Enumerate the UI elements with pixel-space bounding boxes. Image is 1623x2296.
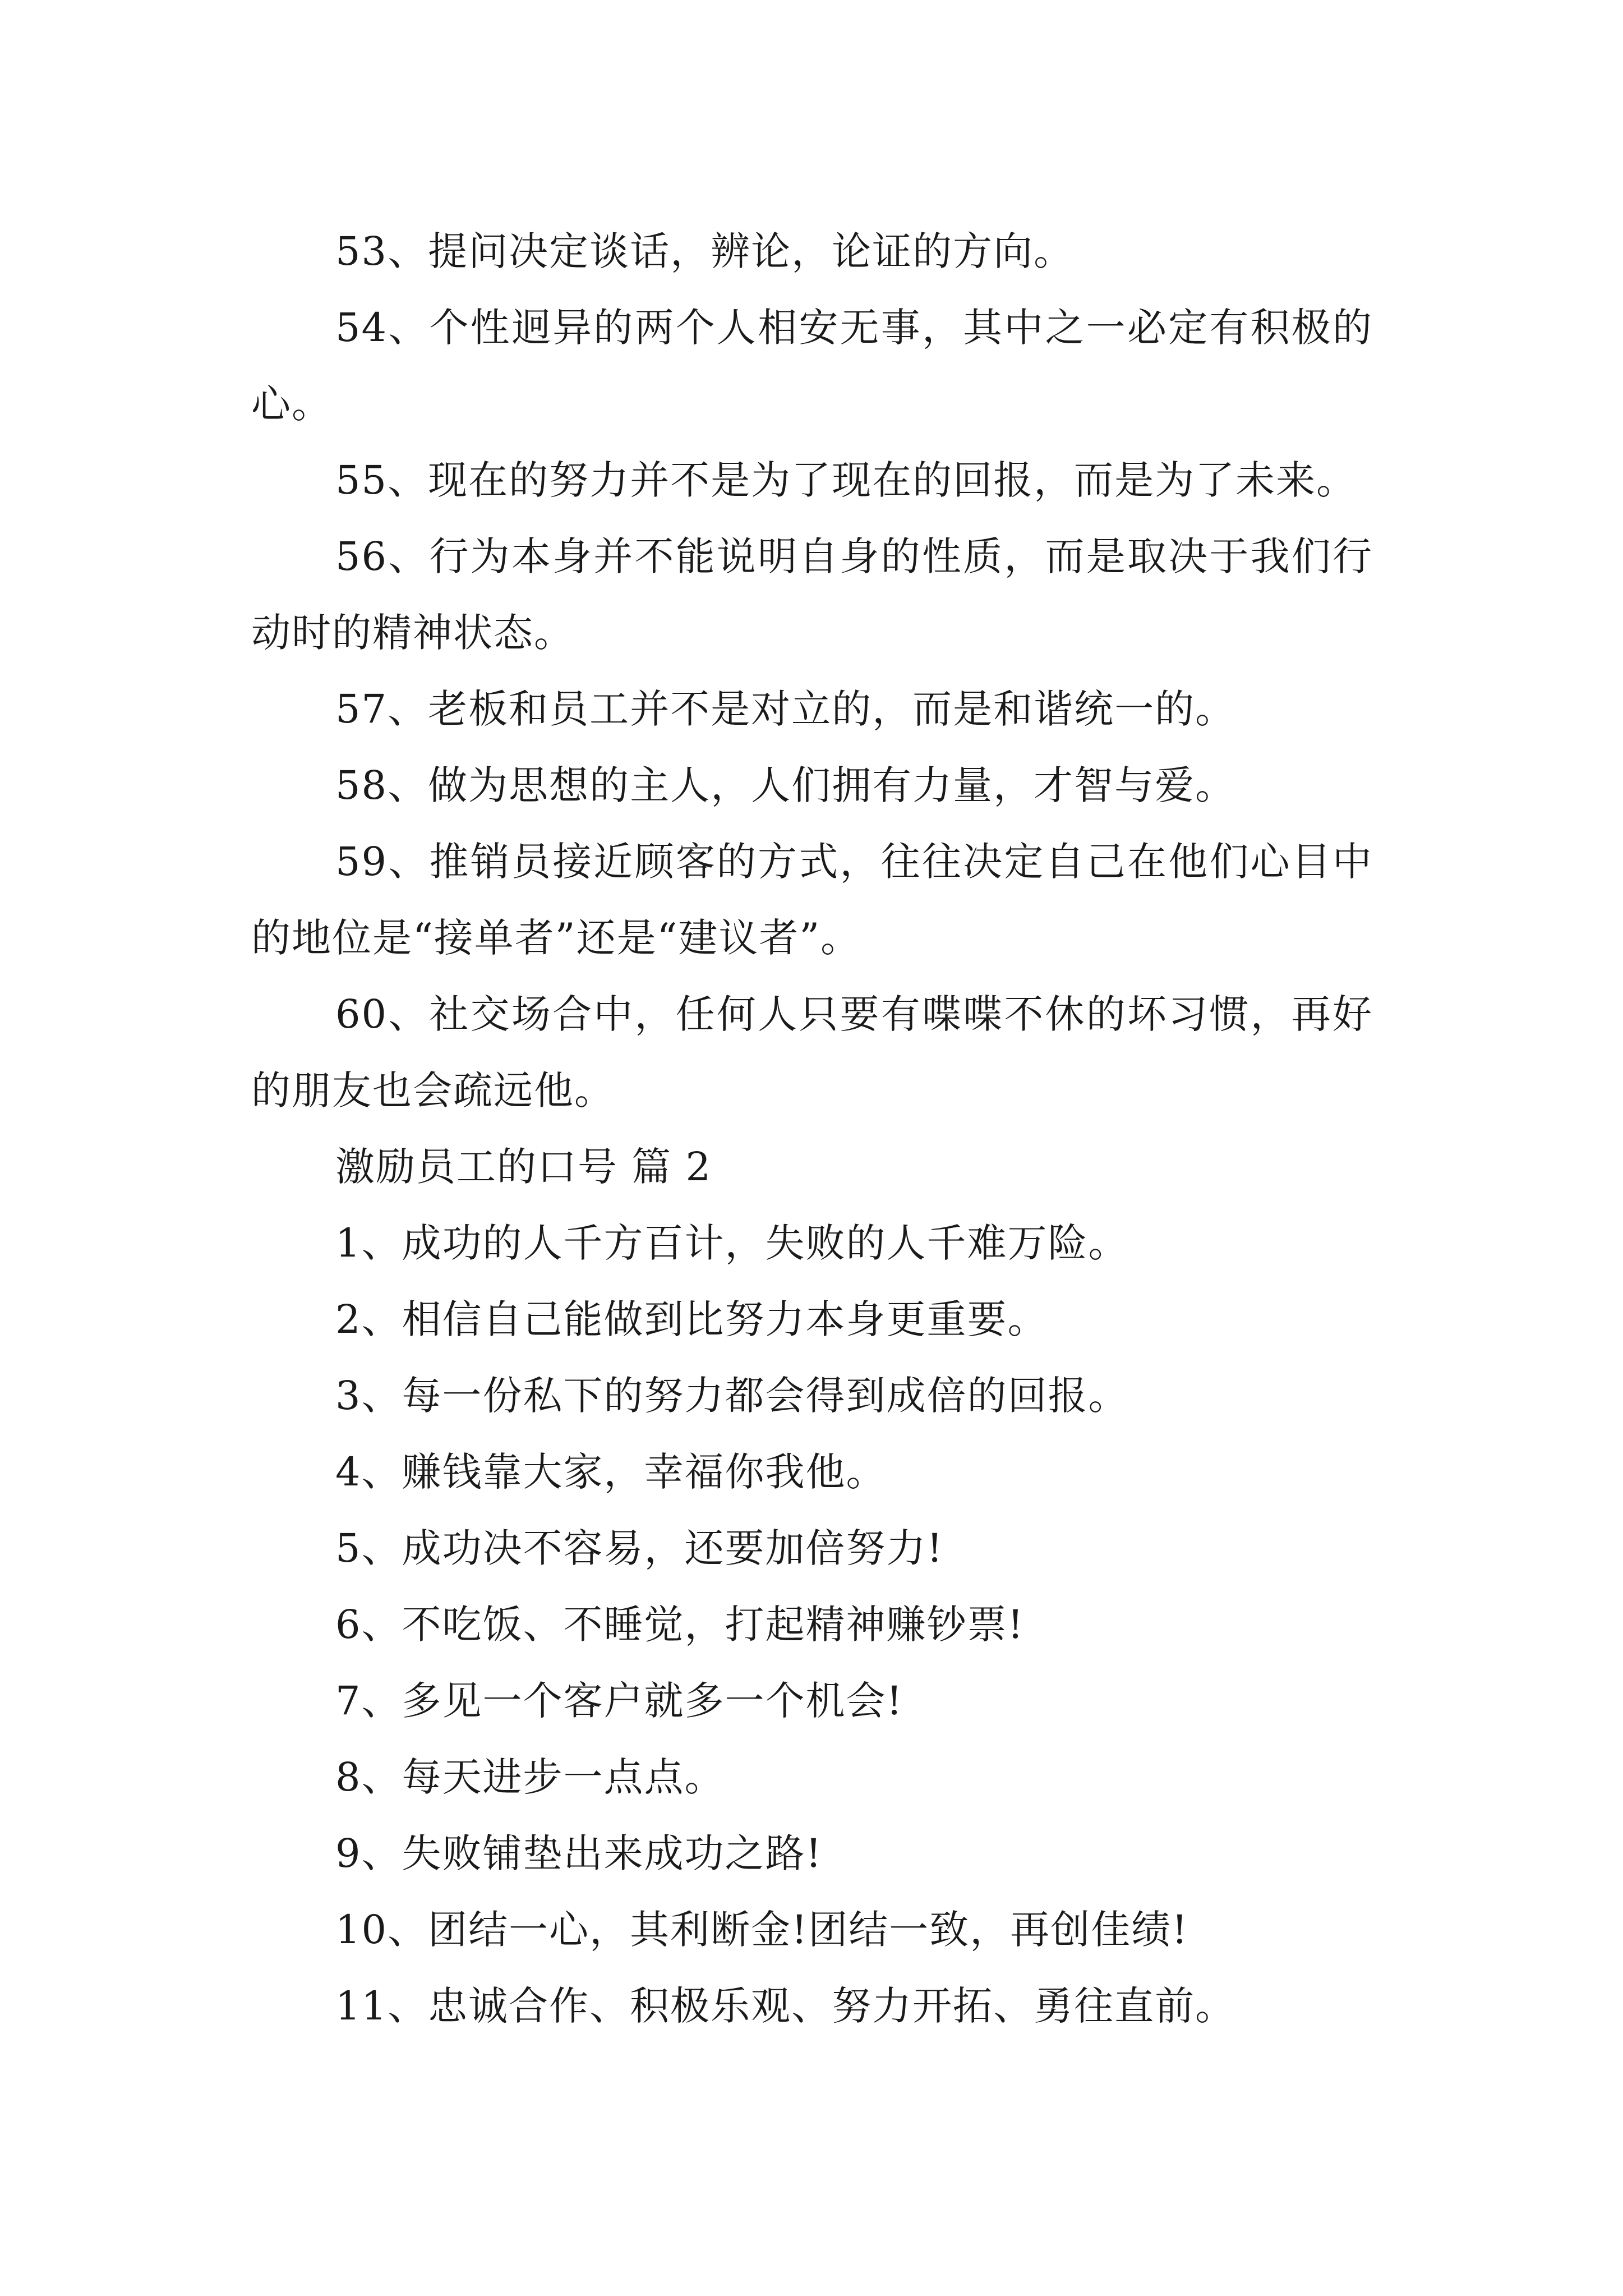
list-item: 1、成功的人千方百计，失败的人千难万险。 bbox=[335, 1220, 1129, 1266]
list-item: 53、提问决定谈话，辨论，论证的方向。 bbox=[335, 228, 1075, 274]
section-heading: 激励员工的口号 篇 2 bbox=[335, 1144, 712, 1190]
list-item: 8、每天进步一点点。 bbox=[335, 1754, 725, 1800]
list-item: 5、成功决不容易，还要加倍努力! bbox=[335, 1525, 944, 1571]
list-item: 6、不吃饭、不睡觉，打起精神赚钞票! bbox=[335, 1602, 1025, 1648]
list-item: 9、失败铺垫出来成功之路! bbox=[335, 1830, 823, 1876]
list-item: 56、行为本身并不能说明自身的性质，而是取决于我们行动时的精神状态。 bbox=[251, 533, 1373, 656]
list-item: 55、现在的努力并不是为了现在的回报，而是为了未来。 bbox=[335, 457, 1357, 503]
document-body bbox=[251, 213, 1373, 2044]
list-item: 2、相信自己能做到比努力本身更重要。 bbox=[335, 1296, 1048, 1342]
list-item: 57、老板和员工并不是对立的，而是和谐统一的。 bbox=[335, 686, 1236, 732]
list-item: 11、忠诚合作、积极乐观、努力开拓、勇往直前。 bbox=[335, 1983, 1236, 2029]
list-item: 3、每一份私下的努力都会得到成倍的回报。 bbox=[335, 1373, 1129, 1419]
list-item: 4、赚钱靠大家，幸福你我他。 bbox=[335, 1449, 887, 1495]
list-item: 60、社交场合中，任何人只要有喋喋不休的坏习惯，再好的朋友也会疏远他。 bbox=[251, 991, 1373, 1114]
list-item: 59、推销员接近顾客的方式，往往决定自己在他们心目中的地位是“接单者”还是“建议者”。 bbox=[251, 839, 1373, 961]
list-item: 7、多见一个客户就多一个机会! bbox=[335, 1678, 903, 1724]
list-item: 54、个性迥异的两个人相安无事，其中之一必定有积极的心。 bbox=[251, 305, 1373, 427]
list-item: 10、团结一心，其利断金!团结一致，再创佳绩! bbox=[335, 1907, 1189, 1953]
list-item: 58、做为思想的主人，人们拥有力量，才智与爱。 bbox=[335, 762, 1236, 808]
